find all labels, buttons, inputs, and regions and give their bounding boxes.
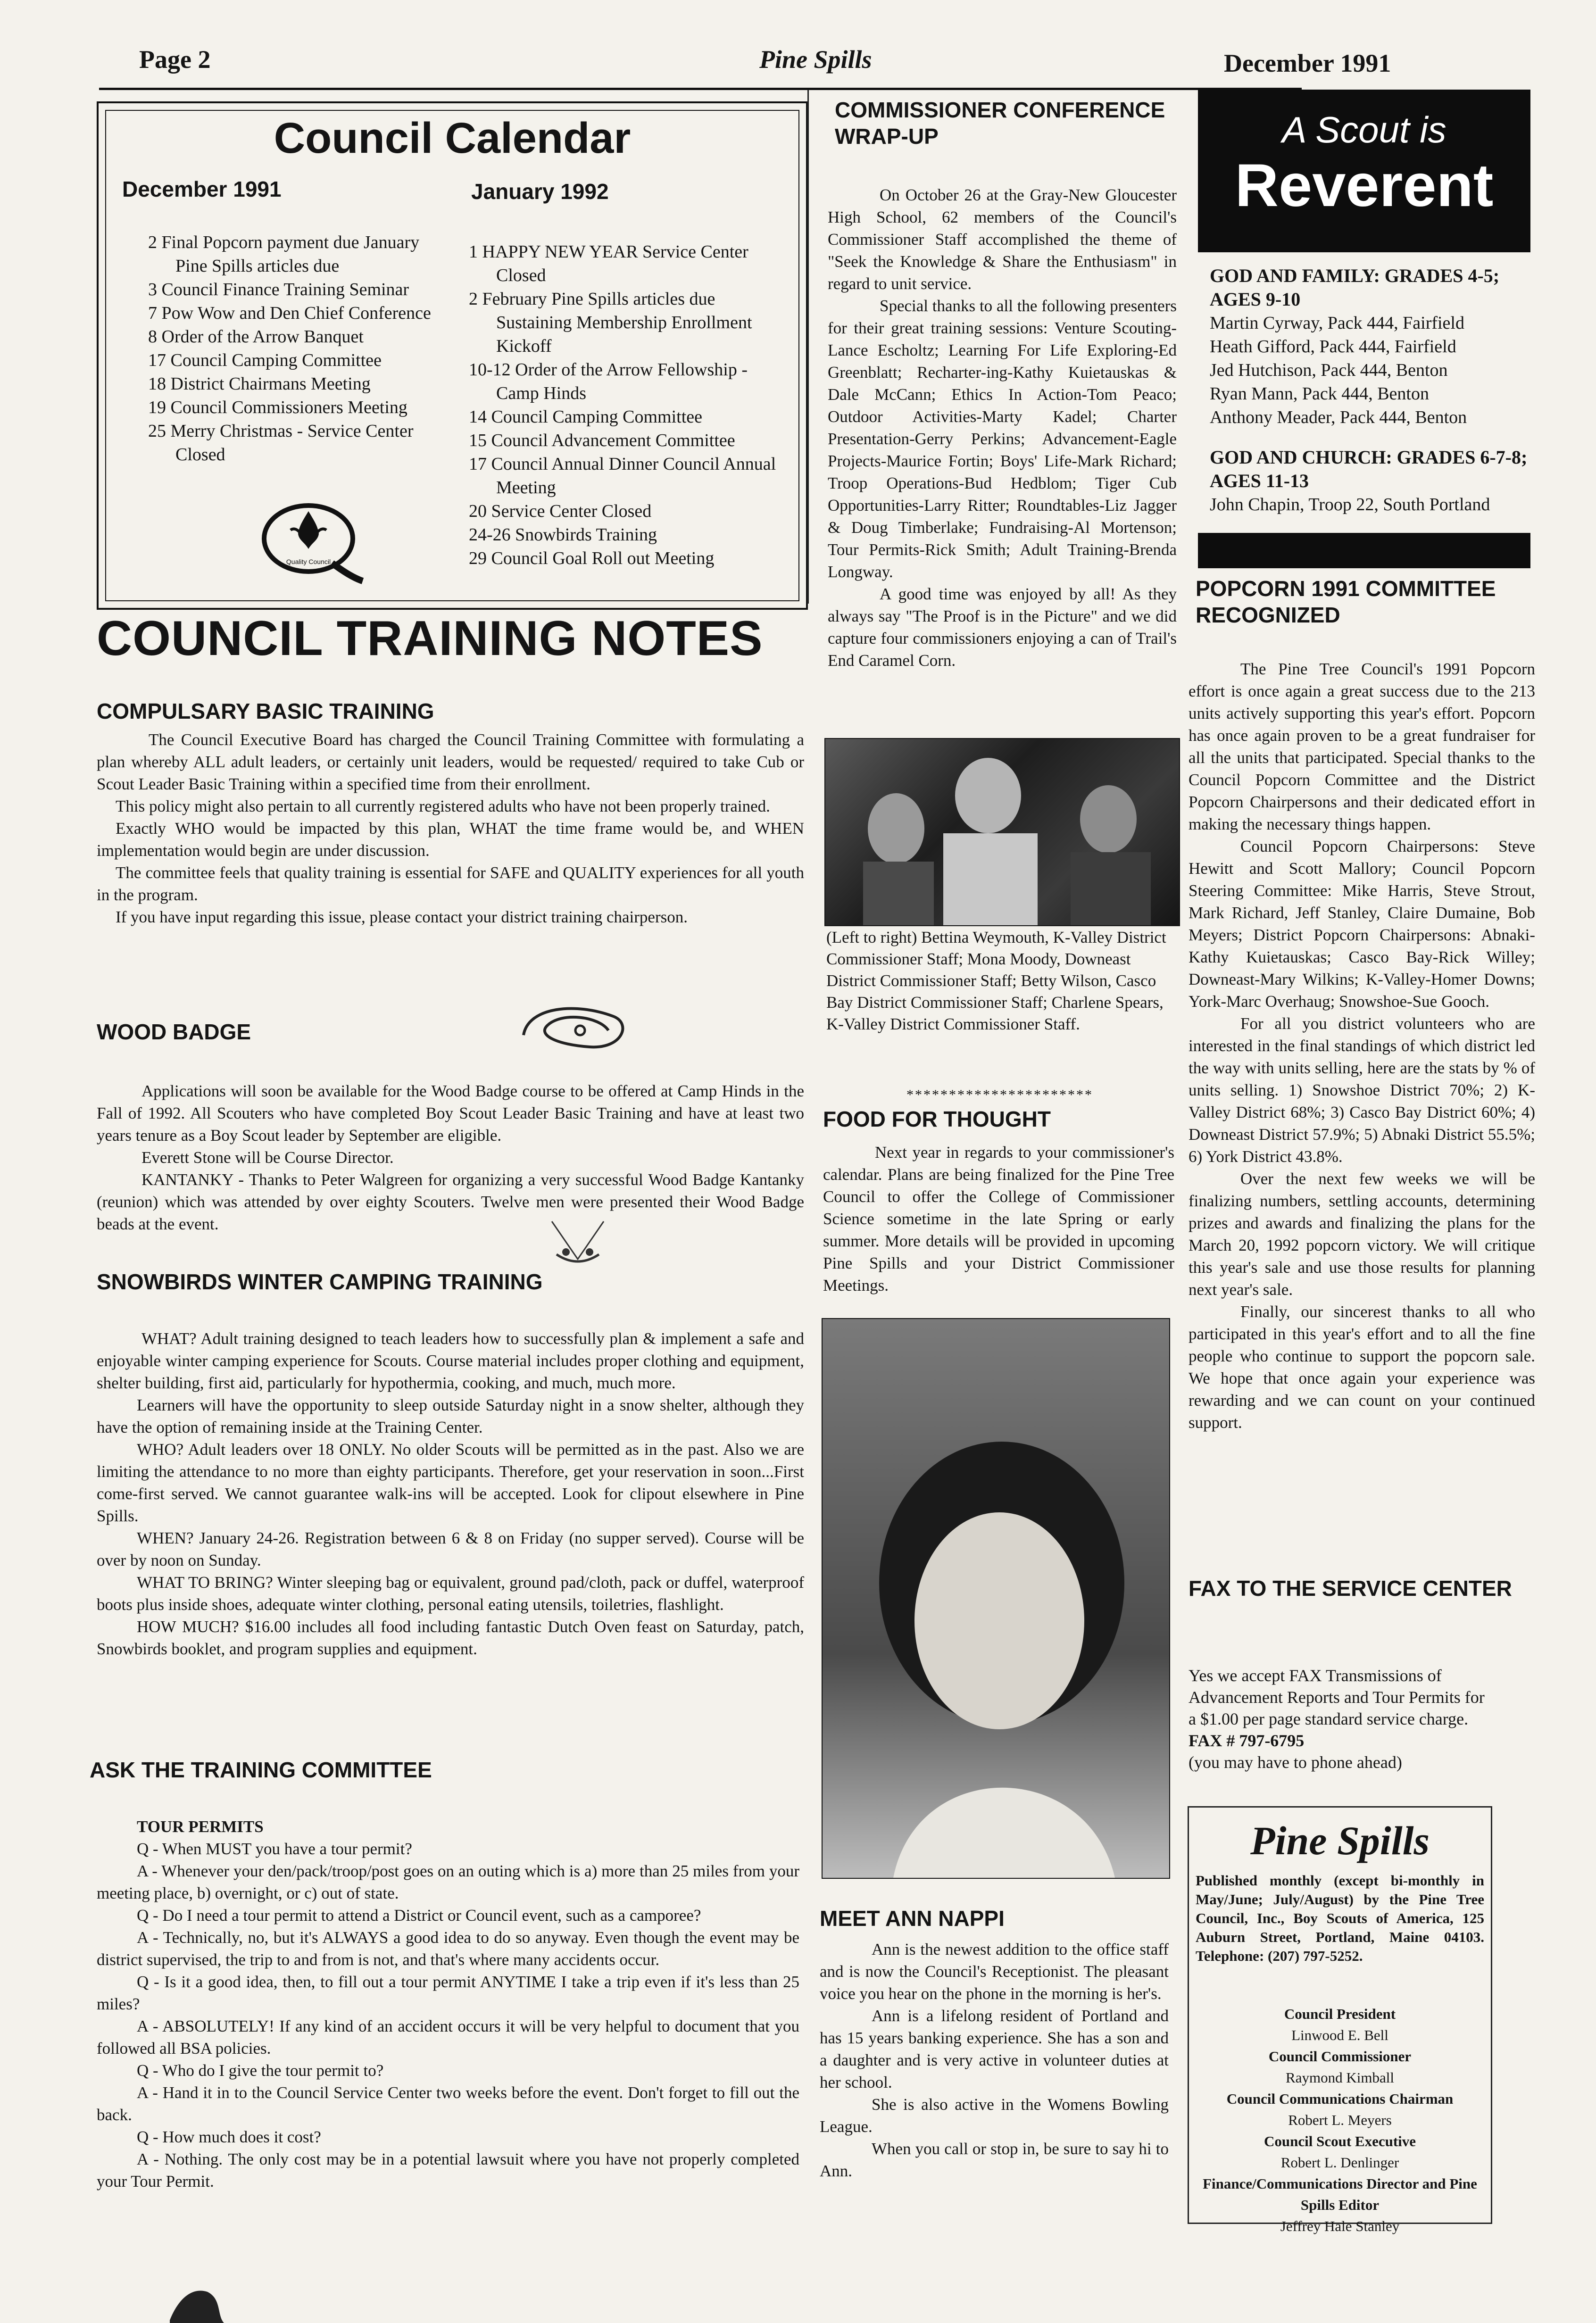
snowbirds-body: WHAT? Adult training designed to teach leaders how to successfully plan & implement a safe and enjoyable winter camping experience for Scouts. Course material includes proper clothing and equipment, shelter building, first aid, particularly for hypothermia, cooking, and much, much more. Learners will have the opportunity to sleep outside Saturday night in a snow shelter, although they have the option of remaining inside at the Training Center. WHO? Adult leaders over 18 ONLY. No older Scouts will be permitted as in the past. Also we are limiting the attendance to no more than eighty participants. Therefore, get your reservation in soon...First come-first served. We cannot guarantee walk-ins will be accepted. Look for clipout elsewhere in Pine Spills. WHEN? January 24-26. Registration between 6 & 8 on Friday (no supper served). Course will be over by noon on Sunday. WHAT TO BRING? Winter sleeping bag or equivalent, ground pad/cloth, pack or duffel, waterproof boots plus inside shoes, adequate winter clothing, personal eating utensils, toiletries, flashlight. HOW MUCH? $16.00 includes all food including fantastic Dutch Oven feast on Saturday, patch, Snowbirds booklet, and program supplies and equipment. <box>97 1329 804 1658</box>
god-church-heading: GOD AND CHURCH: GRADES 6-7-8; AGES 11-13 <box>1210 447 1528 491</box>
compulsary-body: The Council Executive Board has charged the Council Training Committee with formulating a plan whereby ALL adult leaders, or certainly unit leaders, would be requested/ required to take Cub or Scout Leader Basic Training within a specified time from their enrollment. This policy might also pertain to all currently registered adults who have not been properly trained. Exactly WHO would be impacted by this plan, WHAT the time frame would be, and WHEN implementation would begin are under discussion. The committee feels that quality training is essential for SAFE and QUALITY experiences for all youth in the program. If you have input regarding this issue, please contact your district training chairperson. <box>97 730 804 926</box>
commissioner-body: On October 26 at the Gray-New Gloucester High School, 62 members of the Council's Commissioner Staff accomplished the theme of "Seek the Knowledge & Share the Enthusiasm" in regard to unit service. Special thanks to all the following presenters for their great training sessions: Venture Scouting-Lance Escholtz; Learning For Life Exploring-Ed Greenblatt; Recharter-ing-Kathy Kuietauskas & Dale McCann; Ethics In Action-Tom Peaco; Outdoor Activities-Marty Kadel; Charter Presentation-Gerry Perkins; Advancement-Eagle Projects-Maurice Fortin; Boys' Life-Mark Richard; Troop Operations-Bud Hedblom; Tiger Cub Opportunities-Larry Ritter; Roundtables-Liz Jagger & Doug Timberlake; Fundraising-Al Mortenson; Tour Permits-Rick Smith; Adult Training-Brenda Longway. A good time was enjoyed by all! As they always say "The Proof is in the Picture" and we did capture four commissioners enjoying a can of Trail's End Caramel Corn. <box>828 186 1177 670</box>
masthead <box>1188 1806 1492 2234</box>
woodbadge-body: Applications will soon be available for the Wood Badge course to be offered at Camp Hinds in the Fall of 1992. All Scouters who have completed Boy Scout Leader Basic Training and have at least two years tenure as a Boy Scout leader by September are eligible. Everett Stone will be Course Director. KANTANKY - Thanks to Peter Walgreen for organizing a very successful Wood Badge Kantanky (reunion) which was attended by over eighty Scouters. Twelve men were presented their Wood Badge beads at the event. <box>97 1082 804 1233</box>
fax-heading: FAX TO THE SERVICE CENTER <box>1189 1576 1512 1601</box>
list-item: 20 Service Center Closed <box>469 501 652 521</box>
role-name: Robert L. Meyers <box>1288 2112 1392 2128</box>
list-item: 18 District Chairmans Meeting <box>148 374 371 394</box>
list-item: 19 Council Commissioners Meeting <box>148 398 407 417</box>
january-heading: January 1992 <box>471 179 609 204</box>
list-item: Jed Hutchison, Pack 444, Benton <box>1210 360 1448 380</box>
footer-emblem <box>165 2278 226 2323</box>
header-rule <box>99 88 1302 90</box>
masthead-title: Pine Spills <box>1250 1818 1430 1863</box>
issue-date: December 1991 <box>1224 49 1391 77</box>
reverent-banner <box>1198 90 1530 252</box>
list-item: 10-12 Order of the Arrow Fellowship - Camp Hinds <box>469 360 748 403</box>
masthead-published: Published monthly (except bi-monthly in May/June; July/August) by the Pine Tree Council, Inc., Boy Scouts of America, 125 Auburn Street, Portland, Maine 04103. Telephone: (207) 797-5252. <box>1196 1872 1484 1964</box>
ask-body: TOUR PERMITS Q - When MUST you have a tour permit? A - Whenever your den/pack/troop/post goes on an outing which is a) more than 25 miles from your meeting place, b) overnight, or c) out of state. Q - Do I need a tour permit to attend a District or Council event, such as a camporee? A - Technically, no, but it's ALWAYS a good idea to do so anyway. Even though the event may be district supervised, the trip to and from is not, and that's where many accidents occur. Q - Is it a good idea, then, to fill out a tour permit ANYTIME I take a trip even if it's less than 25 miles? A - ABSOLUTELY! If any kind of an accident occurs it will be very helpful to document that you followed all BSA policies. Q - Who do I give the tour permit to? A - Hand it in to the Council Service Center two weeks before the event. Don't forget to fill out the back. Q - How much does it cost? A - Nothing. The only cost may be in a potential lawsuit where you have not properly completed your Tour Permit. <box>97 1817 799 2190</box>
list-item: 17 Council Camping Committee <box>148 350 382 370</box>
january-events <box>469 240 790 570</box>
list-item: 7 Pow Wow and Den Chief Conference <box>148 303 431 323</box>
quality-council-logo <box>261 497 365 587</box>
compulsary-heading: COMPULSARY BASIC TRAINING <box>97 699 434 723</box>
page-header <box>99 45 1410 87</box>
snowbirds-heading: SNOWBIRDS WINTER CAMPING TRAINING <box>97 1269 543 1294</box>
popcorn-heading: POPCORN 1991 COMMITTEE RECOGNIZED <box>1196 576 1496 627</box>
role-title: Council Communications Chairman <box>1226 2091 1454 2107</box>
nappi-body: Ann is the newest addition to the office staff and is now the Council's Receptionist. The pleasant voice you hear on the phone in the morning is her's. Ann is a lifelong resident of Portland and has 15 years banking experience. She has a son and a daughter and is very active in volunteer duties at her school. She is also active in the Womens Bowling League. When you call or stop in, be sure to say hi to Ann. <box>820 1940 1169 2180</box>
list-item: Anthony Meader, Pack 444, Benton <box>1210 407 1467 427</box>
role-name: Jeffrey Hale Stanley <box>1280 2218 1400 2234</box>
ask-heading: ASK THE TRAINING COMMITTEE <box>90 1758 432 1782</box>
list-item: 25 Merry Christmas - Service Center Closed <box>148 421 414 465</box>
council-calendar <box>97 101 808 610</box>
december-events <box>148 231 450 466</box>
role-title: Council President <box>1284 2006 1396 2022</box>
training-title: COUNCIL TRAINING NOTES <box>97 611 763 666</box>
commissioners-photo <box>824 738 1180 926</box>
role-name: Robert L. Denlinger <box>1280 2154 1399 2171</box>
god-family-heading: GOD AND FAMILY: GRADES 4-5; AGES 9-10 <box>1210 265 1500 310</box>
list-item: 29 Council Goal Roll out Meeting <box>469 548 715 568</box>
reverent-footer-bar <box>1198 533 1530 568</box>
list-item: 8 Order of the Arrow Banquet <box>148 327 364 347</box>
paper-name: Pine Spills <box>759 45 872 74</box>
list-item: Ryan Mann, Pack 444, Benton <box>1210 384 1429 404</box>
list-item: 1 HAPPY NEW YEAR Service Center Closed <box>469 242 748 285</box>
wood-badge-illustration <box>519 1002 632 1059</box>
fax-number: FAX # 797-6795 <box>1189 1731 1305 1750</box>
role-title: Council Scout Executive <box>1264 2133 1416 2149</box>
nappi-heading: MEET ANN NAPPI <box>820 1906 1005 1931</box>
banner-line1: A Scout is <box>1282 109 1446 150</box>
svg-text:Quality Council: Quality Council <box>286 558 331 565</box>
list-item: Heath Gifford, Pack 444, Fairfield <box>1210 337 1456 357</box>
list-item: 2 Final Popcorn payment due January Pine Spills articles due <box>148 232 420 276</box>
list-item: 24-26 Snowbirds Training <box>469 525 657 545</box>
fax-note: (you may have to phone ahead) <box>1189 1753 1402 1772</box>
role-title: Finance/Communications Director and Pine Spills Editor <box>1203 2175 1477 2213</box>
woodbadge-heading: WOOD BADGE <box>97 1020 251 1044</box>
food-body: Next year in regards to your commissioner's calendar. Plans are being finalized for the Pine Tree Council to offer the College of Commissioner Science sometime in the late Spring or early summer. More details will be provided in upcoming Pine Spills and your District Commissioner Meetings. <box>823 1143 1174 1294</box>
list-item: Martin Cyrway, Pack 444, Fairfield <box>1210 313 1464 333</box>
list-item: 15 Council Advancement Committee <box>469 431 735 450</box>
fax-body: Yes we accept FAX Transmissions of Advancement Reports and Tour Permits for a $1.00 per page standard service charge. FAX # 797-6795 (you may have to phone ahead) <box>1189 1665 1490 1773</box>
food-heading: FOOD FOR THOUGHT <box>823 1107 1051 1131</box>
commissioners-caption: (Left to right) Bettina Weymouth, K-Valley District Commissioner Staff; Mona Moody, Downeast District Commissioner Staff; Betty Wilson, Casco Bay District Commissioner Staff; Charlene Spears, K-Valley District Commissioner Staff. <box>826 928 1166 1033</box>
role-name: Raymond Kimball <box>1286 2069 1394 2086</box>
calendar-title: Council Calendar <box>274 114 631 162</box>
section-divider: ********************** <box>906 1087 1093 1103</box>
column-rule-left <box>807 90 809 604</box>
december-heading: December 1991 <box>122 177 282 201</box>
popcorn-body: The Pine Tree Council's 1991 Popcorn effort is once again a great success due to the 213 units actively supporting this year's effort. Popcorn has once again proven to be a great fundraiser for all the units that participated. Special thanks to the Council Popcorn Committee and the District Popcorn Chairpersons and their dedicated effort in making the necessary things happen. Council Popcorn Chairpersons: Steve Hewitt and Scott Mallory; Council Popcorn Steering Committee: Mike Harris, Steve Strout, Mark Richard, Jeff Stanley, Claire Dumaine, Bob Meyers; District Popcorn Chairpersons: Abnaki-Kathy Kuietauskas; Casco Bay-Rick Willey; Downeast-Mary Wilkins; K-Valley-Homer Downs; York-Marc Overhaug; Snowshoe-Sue Gooch. For all you district volunteers who are interested in the final standings of which district led the way with units selling, here are the stats by % of units selling. 1) Snowshoe District 70%; 2) K-Valley District 68%; 3) Casco Bay District 60%; 4) Downeast District 57.9%; 5) Abnaki District 55.5%; 6) York District 43.8%. Over the next few weeks we will be finalizing numbers, settling accounts, determining prizes and awards and finalizing the plans for the March 20, 1992 popcorn victory. We will critique this year's sale and use those results for planning next year's sale. Finally, our sincerest thanks to all who participated in this year's effort and to all the fine people who continue to support the popcorn sale. We hope that once again your experience was rewarding and we can count on your continued support. <box>1189 660 1535 1432</box>
commissioner-heading: COMMISSIONER CONFERENCE WRAP-UP <box>835 98 1165 149</box>
wood-badge-beads-icon <box>542 1217 613 1269</box>
list-item: 2 February Pine Spills articles due Sustaining Membership Enrollment Kickoff <box>469 289 752 356</box>
ann-nappi-photo <box>822 1318 1170 1879</box>
page-number: Page 2 <box>139 45 211 74</box>
list-item: 17 Council Annual Dinner Council Annual Meeting <box>469 454 776 498</box>
list-item: 14 Council Camping Committee <box>469 407 703 427</box>
banner-line2: Reverent <box>1235 152 1494 219</box>
role-title: Council Commissioner <box>1268 2048 1412 2065</box>
list-item: 3 Council Finance Training Seminar <box>148 280 409 299</box>
masthead-roles <box>1194 2003 1486 2237</box>
role-name: Linwood E. Bell <box>1291 2027 1388 2043</box>
list-item: John Chapin, Troop 22, South Portland <box>1210 495 1490 514</box>
god-family-section <box>1210 264 1530 516</box>
